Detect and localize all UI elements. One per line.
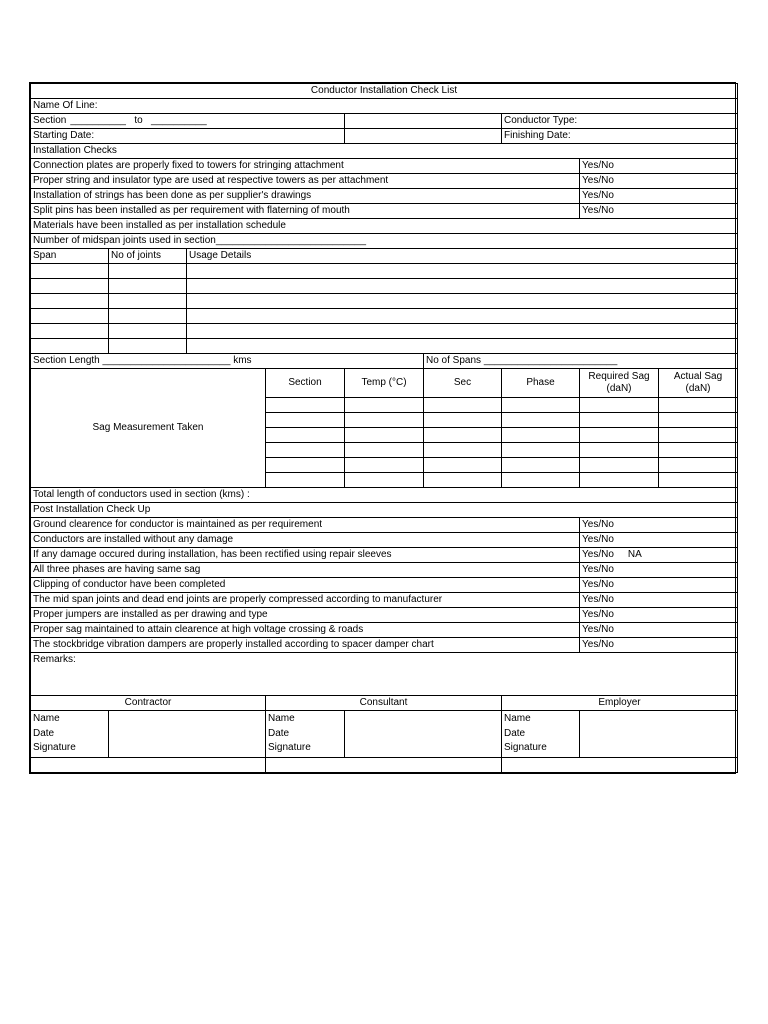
- sag-cell[interactable]: [424, 443, 502, 458]
- section-label: Section: [33, 115, 67, 126]
- sag-cell[interactable]: [659, 473, 738, 488]
- sag-cell[interactable]: [659, 398, 738, 413]
- check-item: Installation of strings has been done as per supplier's drawings: [31, 189, 580, 204]
- installation-checks-heading: Installation Checks: [31, 144, 738, 159]
- total-length-field[interactable]: Total length of conductors used in section (kms) :: [31, 488, 738, 503]
- finishing-date-field[interactable]: Finishing Date:: [502, 129, 738, 144]
- span-cell[interactable]: [31, 309, 109, 324]
- post-check-answer[interactable]: Yes/No: [580, 608, 738, 623]
- date-label: Date: [33, 727, 55, 739]
- sag-cell[interactable]: [266, 413, 345, 428]
- span-header: Span: [31, 249, 109, 264]
- sag-sec-header: Sec: [424, 369, 502, 398]
- consultant-footer-cell: [266, 757, 502, 772]
- usage-cell[interactable]: [187, 294, 738, 309]
- span-cell[interactable]: [31, 264, 109, 279]
- sag-phase-header: Phase: [502, 369, 580, 398]
- midspan-joints-field[interactable]: Number of midspan joints used in section___________________________: [31, 234, 738, 249]
- signature-label: Signature: [504, 742, 547, 753]
- check-answer[interactable]: Yes/No: [580, 189, 738, 204]
- check-item: Connection plates are properly fixed to towers for stringing attachment: [31, 159, 580, 174]
- sag-cell[interactable]: [345, 428, 424, 443]
- joints-cell[interactable]: [109, 264, 187, 279]
- employer-field-labels: [502, 711, 580, 758]
- required-sag-line1: Required Sag: [588, 371, 650, 382]
- sag-cell[interactable]: [266, 443, 345, 458]
- sag-cell[interactable]: [424, 458, 502, 473]
- contractor-header: Contractor: [31, 696, 266, 711]
- sag-temp-header: Temp (°C): [345, 369, 424, 398]
- post-check-item: Conductors are installed without any damage: [31, 533, 580, 548]
- name-of-line-field[interactable]: Name Of Line:: [31, 99, 738, 114]
- contractor-signoff-cell[interactable]: [109, 711, 266, 758]
- sag-cell[interactable]: [502, 398, 580, 413]
- usage-cell[interactable]: [187, 324, 738, 339]
- post-check-answer[interactable]: Yes/No: [580, 518, 738, 533]
- sag-cell[interactable]: [580, 443, 659, 458]
- section-to-label: to: [134, 115, 143, 126]
- actual-sag-line2: (daN): [685, 383, 711, 394]
- post-check-item: If any damage occured during installation, has been rectified using repair sleeves: [31, 548, 580, 563]
- name-label: Name: [268, 713, 295, 724]
- employer-signoff-cell[interactable]: [580, 711, 738, 758]
- check-answer[interactable]: Yes/No: [580, 174, 738, 189]
- usage-cell[interactable]: [187, 309, 738, 324]
- post-check-answer: Yes/No: [582, 549, 614, 560]
- section-length-field[interactable]: Section Length _______________________ kms: [31, 354, 424, 369]
- sag-cell[interactable]: [580, 473, 659, 488]
- sag-cell[interactable]: [580, 428, 659, 443]
- section-blank-to: __________: [151, 115, 207, 126]
- date-label: Date: [504, 727, 526, 739]
- section-blank-from: __________: [70, 115, 126, 126]
- sag-cell[interactable]: [424, 398, 502, 413]
- post-installation-heading: Post Installation Check Up: [31, 503, 738, 518]
- post-check-answer[interactable]: Yes/No: [580, 593, 738, 608]
- section-field[interactable]: [31, 114, 345, 129]
- post-check-answer[interactable]: Yes/No: [580, 623, 738, 638]
- contractor-footer-cell: [31, 757, 266, 772]
- conductor-type-field[interactable]: Conductor Type:: [502, 114, 738, 129]
- employer-header: Employer: [502, 696, 738, 711]
- consultant-signoff-cell[interactable]: [345, 711, 502, 758]
- sag-cell[interactable]: [345, 443, 424, 458]
- sag-cell[interactable]: [266, 398, 345, 413]
- sag-cell[interactable]: [580, 398, 659, 413]
- post-check-answer[interactable]: Yes/No: [580, 578, 738, 593]
- required-sag-header: [580, 369, 659, 398]
- sag-cell[interactable]: [580, 413, 659, 428]
- sag-cell[interactable]: [659, 458, 738, 473]
- checklist-sheet: [29, 82, 736, 774]
- post-check-item: All three phases are having same sag: [31, 563, 580, 578]
- span-cell[interactable]: [31, 294, 109, 309]
- name-label: Name: [504, 713, 531, 724]
- post-check-answer[interactable]: Yes/No: [580, 533, 738, 548]
- form-title: Conductor Installation Check List: [31, 84, 738, 99]
- consultant-header: Consultant: [266, 696, 502, 711]
- post-check-item: Ground clearence for conductor is maintained as per requirement: [31, 518, 580, 533]
- starting-date-extra-cell[interactable]: [345, 129, 502, 144]
- joints-cell[interactable]: [109, 279, 187, 294]
- remarks-field[interactable]: Remarks:: [31, 653, 738, 696]
- check-item: Proper string and insulator type are used at respective towers as per attachment: [31, 174, 580, 189]
- sag-cell[interactable]: [424, 413, 502, 428]
- checklist-table: [30, 83, 738, 773]
- sag-cell[interactable]: [424, 428, 502, 443]
- employer-footer-cell: [502, 757, 738, 772]
- post-check-item: Proper jumpers are installed as per drawing and type: [31, 608, 580, 623]
- sag-cell[interactable]: [345, 413, 424, 428]
- post-check-item: The stockbridge vibration dampers are properly installed according to spacer damper chart: [31, 638, 580, 653]
- joints-cell[interactable]: [109, 294, 187, 309]
- post-check-item: Clipping of conductor have been completed: [31, 578, 580, 593]
- joints-cell[interactable]: [109, 339, 187, 354]
- sag-section-header: Section: [266, 369, 345, 398]
- sag-cell[interactable]: [424, 473, 502, 488]
- span-cell[interactable]: [31, 324, 109, 339]
- sag-cell[interactable]: [580, 458, 659, 473]
- section-extra-cell[interactable]: [345, 114, 502, 129]
- actual-sag-line1: Actual Sag: [673, 371, 723, 382]
- sag-cell[interactable]: [502, 458, 580, 473]
- span-cell[interactable]: [31, 279, 109, 294]
- na-option: NA: [627, 549, 642, 560]
- joints-cell[interactable]: [109, 309, 187, 324]
- sag-cell[interactable]: [502, 443, 580, 458]
- sag-cell[interactable]: [266, 473, 345, 488]
- signature-label: Signature: [268, 742, 311, 753]
- post-check-answer[interactable]: Yes/No: [580, 563, 738, 578]
- sag-cell[interactable]: [659, 428, 738, 443]
- sag-cell[interactable]: [345, 458, 424, 473]
- sag-cell[interactable]: [266, 428, 345, 443]
- check-item: Split pins has been installed as per requirement with flaterning of mouth: [31, 204, 580, 219]
- sag-cell[interactable]: [502, 428, 580, 443]
- usage-details-header: Usage Details: [187, 249, 738, 264]
- no-of-spans-field[interactable]: No of Spans ________________________: [424, 354, 738, 369]
- actual-sag-header: [659, 369, 738, 398]
- contractor-field-labels: [31, 711, 109, 758]
- required-sag-line2: (daN): [606, 383, 632, 394]
- sag-cell[interactable]: [345, 473, 424, 488]
- no-of-joints-header: No of joints: [109, 249, 187, 264]
- usage-cell[interactable]: [187, 264, 738, 279]
- joints-cell[interactable]: [109, 324, 187, 339]
- post-check-item: Proper sag maintained to attain clearence at high voltage crossing & roads: [31, 623, 580, 638]
- materials-statement: Materials have been installed as per installation schedule: [31, 219, 738, 234]
- sag-measurement-label: Sag Measurement Taken: [31, 369, 266, 488]
- post-check-item: The mid span joints and dead end joints are properly compressed according to manufacturer: [31, 593, 580, 608]
- span-cell[interactable]: [31, 339, 109, 354]
- starting-date-field[interactable]: Starting Date:: [31, 129, 345, 144]
- signature-label: Signature: [33, 742, 76, 753]
- sag-cell[interactable]: [659, 443, 738, 458]
- sag-cell[interactable]: [502, 413, 580, 428]
- date-label: Date: [268, 727, 290, 739]
- name-label: Name: [33, 713, 60, 724]
- post-check-answer-cell[interactable]: [580, 548, 738, 563]
- sag-cell[interactable]: [659, 413, 738, 428]
- post-check-answer[interactable]: Yes/No: [580, 638, 738, 653]
- sag-cell[interactable]: [502, 473, 580, 488]
- check-answer[interactable]: Yes/No: [580, 204, 738, 219]
- usage-cell[interactable]: [187, 339, 738, 354]
- consultant-field-labels: [266, 711, 345, 758]
- sag-cell[interactable]: [345, 398, 424, 413]
- usage-cell[interactable]: [187, 279, 738, 294]
- sag-cell[interactable]: [266, 458, 345, 473]
- check-answer[interactable]: Yes/No: [580, 159, 738, 174]
